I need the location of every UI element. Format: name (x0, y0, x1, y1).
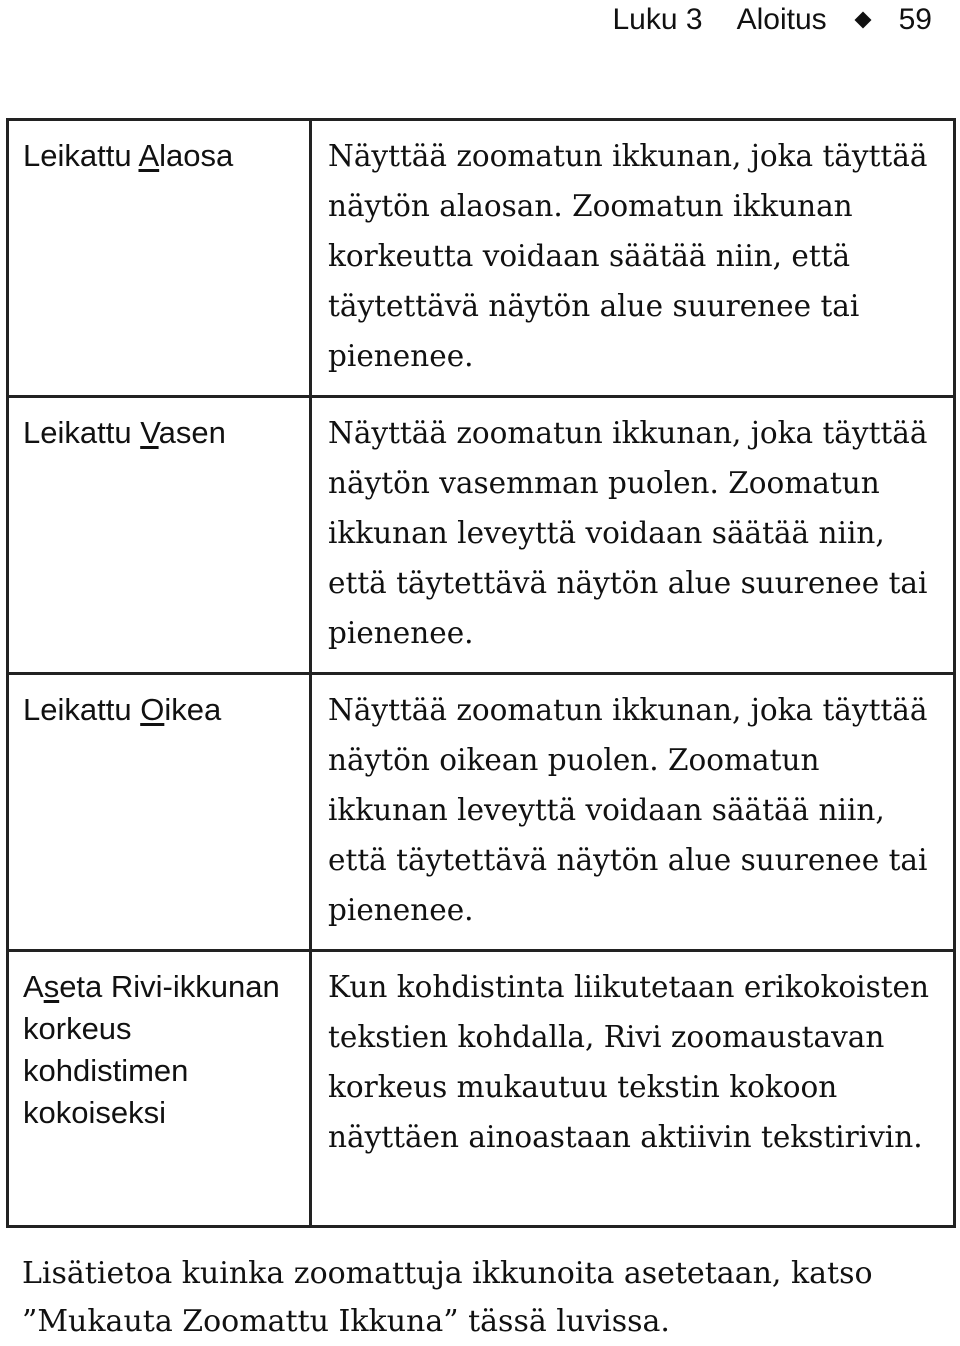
chapter-label: Luku 3 (612, 3, 703, 36)
term-text: Leikattu (23, 692, 141, 727)
term-text: laosa (159, 138, 234, 173)
term-cell (8, 120, 311, 397)
page-number: 59 (898, 3, 932, 36)
table-row (8, 397, 955, 674)
page-header (613, 0, 933, 40)
section-label: Aloitus (736, 3, 827, 36)
description-cell: Näyttää zoomatun ikkunan, joka täyttää näytön oikean puolen. Zoomatun ikkunan leveyttä voidaan säätää niin, että täytettävä näytön alue suurenee tai pienenee. (311, 674, 955, 951)
term-text: A (23, 969, 44, 1004)
access-key: V (140, 415, 159, 450)
definition-table (6, 118, 956, 1228)
term-cell (8, 951, 311, 1227)
description-cell: Näyttää zoomatun ikkunan, joka täyttää näytön alaosan. Zoomatun ikkunan korkeutta voidaan säätää niin, että täytettävä näytön alue suurenee tai pienenee. (311, 120, 955, 397)
table-row (8, 120, 955, 397)
access-key: A (138, 138, 160, 173)
table-row (8, 951, 955, 1227)
term-text: Leikattu (23, 415, 141, 450)
term-text: Leikattu (23, 138, 139, 173)
term-cell (8, 674, 311, 951)
term-cell (8, 397, 311, 674)
access-key: s (43, 969, 60, 1004)
term-text: eta Rivi-ikkunan korkeus kohdistimen kokoiseksi (23, 969, 280, 1130)
footer-note: Lisätietoa kuinka zoomattuja ikkunoita asetetaan, katso ”Mukauta Zoomattu Ikkuna” tässä luvissa. (22, 1256, 873, 1339)
diamond-icon (854, 12, 871, 29)
table-row (8, 674, 955, 951)
term-text: ikea (164, 692, 222, 727)
description-cell: Näyttää zoomatun ikkunan, joka täyttää näytön vasemman puolen. Zoomatun ikkunan leveyttä voidaan säätää niin, että täytettävä näytön alue suurenee tai pienenee. (311, 397, 955, 674)
description-cell: Kun kohdistinta liikutetaan erikokoisten tekstien kohdalla, Rivi zoomaustavan korkeus mukautuu tekstin kokoon näyttäen ainoastaan aktiivin tekstirivin. (311, 951, 955, 1227)
access-key: O (140, 692, 165, 727)
term-text: asen (158, 415, 226, 450)
